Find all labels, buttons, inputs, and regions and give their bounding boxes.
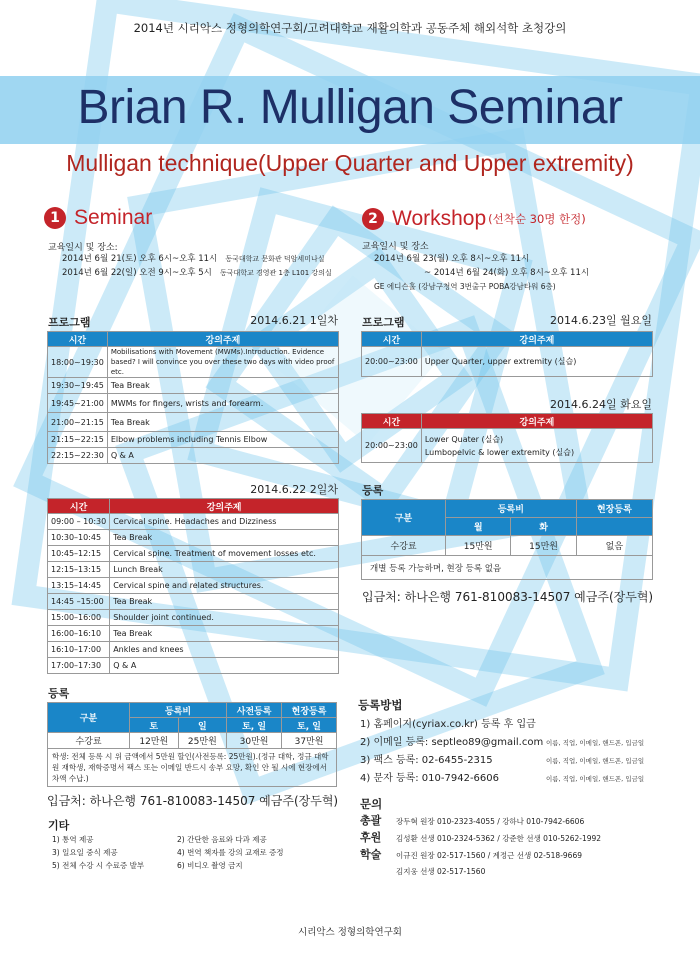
workshop-day2-table xyxy=(361,413,653,463)
methods-list xyxy=(360,716,644,788)
list-item xyxy=(360,813,601,830)
seminar-day1-table xyxy=(47,331,339,464)
registration-note: 개별 등록 가능하며, 현장 등록 없음 xyxy=(362,556,653,580)
time-cell: 10:30–10:45 xyxy=(48,530,110,546)
time-cell: 20:00~23:00 xyxy=(362,429,422,463)
info-venue: 동국대학교 문화관 덕암세미나실 xyxy=(225,255,325,263)
sub-sat: 토 xyxy=(130,718,179,733)
workshop-bank-info: 입금처: 하나은행 761-810083-14507 예금주(장두혁) xyxy=(362,590,654,604)
seminar-heading xyxy=(44,206,152,230)
table-row xyxy=(48,546,339,562)
col-topic: 강의주제 xyxy=(107,332,338,347)
time-cell: 19:30~19:45 xyxy=(48,378,108,394)
time-cell: 16:00–16:10 xyxy=(48,626,110,642)
fee-site: 없음 xyxy=(576,536,652,556)
table-row xyxy=(362,536,653,556)
contacts-list xyxy=(360,813,601,880)
time-cell: 17:00–17:30 xyxy=(48,658,110,674)
workshop-day1-date: 2014.6.23일 월요일 xyxy=(550,314,652,327)
list-item xyxy=(360,864,601,880)
footer-organization: 시리악스 정형의학연구회 xyxy=(298,927,402,938)
table-row xyxy=(48,594,339,610)
top-caption: 2014년 시리악스 정형의학연구회/고려대학교 재활의학과 공동주체 해외석학 초청강의 xyxy=(133,21,567,35)
list-item: 3) 일요일 중식 제공 xyxy=(52,848,118,857)
etc-list xyxy=(52,834,327,871)
col-time: 시간 xyxy=(48,332,108,347)
table-row xyxy=(48,733,337,749)
table-row xyxy=(48,658,339,674)
info-date: 2014년 6월 21(토) 오후 6시~오후 11시 xyxy=(62,254,218,264)
method-note: 이름, 직업, 이메일, 핸드폰, 입금일 xyxy=(546,757,645,765)
topic-cell: Ankles and knees xyxy=(110,642,339,658)
seminar-day2-table xyxy=(47,498,339,674)
time-cell: 12:15–13:15 xyxy=(48,562,110,578)
topic-cell: Tea Break xyxy=(110,626,339,642)
col-type: 구분 xyxy=(48,703,130,733)
time-cell: 18:00~19:30 xyxy=(48,347,108,378)
table-row xyxy=(362,347,653,377)
table-row xyxy=(48,642,339,658)
time-cell: 19:45~21:00 xyxy=(48,394,108,413)
table-row xyxy=(48,413,339,432)
col-fee: 등록비 xyxy=(130,703,227,718)
workshop-heading xyxy=(362,207,586,231)
contact-role: 총괄 xyxy=(360,814,382,827)
seminar-registration-table xyxy=(47,702,337,787)
topic-cell: Cervical spine. Treatment of movement losses etc. xyxy=(110,546,339,562)
time-cell: 09:00 – 10:30 xyxy=(48,514,110,530)
topic-line: Lumbopelvic & lower extremity (실습) xyxy=(424,447,575,457)
table-row xyxy=(48,347,339,378)
topic-cell: Tea Break xyxy=(107,378,338,394)
table-row xyxy=(48,578,339,594)
contact-text: 김지웅 선생 02-517-1560 xyxy=(396,867,486,876)
topic-cell: Cervical spine. Headaches and Dizziness xyxy=(110,514,339,530)
time-cell: 20:00~23:00 xyxy=(362,347,422,377)
table-row xyxy=(48,432,339,448)
section-number: 2 xyxy=(362,208,384,230)
seminar-program-label: 프로그램 xyxy=(48,316,91,329)
method-text: 4) 문자 등록: 010-7942-6606 xyxy=(360,773,500,784)
list-item: 4) 번역 책자를 강의 교재로 증정 xyxy=(177,848,284,857)
col-site: 현장등록 xyxy=(576,500,652,518)
workshop-title: Workshop xyxy=(392,207,487,230)
time-cell: 21:00~21:15 xyxy=(48,413,108,432)
topic-cell: Q & A xyxy=(110,658,339,674)
col-type: 구분 xyxy=(362,500,446,536)
topic-cell: Lunch Break xyxy=(110,562,339,578)
col-site: 현장등록 xyxy=(282,703,337,718)
list-item: 2) 간단한 음료와 다과 제공 xyxy=(177,835,267,844)
time-cell: 13:15–14:45 xyxy=(48,578,110,594)
workshop-registration-label: 등록 xyxy=(362,484,384,497)
workshop-info-line: GE 에디슨홀 (강남구청역 3번출구 POBA강남타워 6층) xyxy=(374,282,556,291)
workshop-info-line: ~ 2014년 6월 24(화) 오후 8시~오후 11시 xyxy=(424,268,590,278)
sub-site: 토, 일 xyxy=(282,718,337,733)
topic-cell: Tea Break xyxy=(110,594,339,610)
list-item xyxy=(360,716,644,734)
list-item: 6) 비디오 촬영 금지 xyxy=(177,861,243,870)
workshop-program-label: 프로그램 xyxy=(362,316,405,329)
page-subtitle: Mulligan technique(Upper Quarter and Upper extremity) xyxy=(66,150,634,176)
contact-role: 학술 xyxy=(360,848,382,861)
table-row xyxy=(48,626,339,642)
methods-label: 등록방법 xyxy=(358,698,403,712)
list-item xyxy=(360,752,644,770)
sub-pre: 토, 일 xyxy=(227,718,282,733)
registration-note: 학생: 전체 등록 시 위 금액에서 5만원 할인(사전등록: 25만원).(정규 대학, 정규 대학원 재학생, 재학증명서 팩스 또는 이메일 반드시 송부 요망, 확인 안 될 시에 현장에서 차액 수납.) xyxy=(48,749,337,787)
table-row xyxy=(362,429,653,463)
workshop-info-line: 2014년 6월 23(월) 오후 8시~오후 11시 xyxy=(374,254,530,264)
info-venue: 동국대학교 경영관 1층 L101 강의실 xyxy=(219,269,332,277)
fee-tue: 15만원 xyxy=(511,536,576,556)
workshop-registration-table xyxy=(361,499,653,580)
seminar-info-line xyxy=(62,252,332,266)
workshop-day2-date: 2014.6.24일 화요일 xyxy=(550,398,652,411)
topic-cell: Mobilisations with Movement (MWMs).Introduction. Evidence based? I will convince you over these two days with video proof etc. xyxy=(107,347,338,378)
sub-sun: 일 xyxy=(178,718,227,733)
topic-cell: Tea Break xyxy=(110,530,339,546)
method-note: 이름, 직업, 이메일, 핸드폰, 입금일 xyxy=(546,739,645,747)
topic-line: Lower Quater (실습) xyxy=(424,434,504,444)
fee-mon: 15만원 xyxy=(446,536,511,556)
table-row xyxy=(48,562,339,578)
col-time: 시간 xyxy=(362,414,422,429)
topic-cell: Q & A xyxy=(107,448,338,464)
fee-sat: 12만원 xyxy=(130,733,179,749)
list-item: 1) 통역 제공 xyxy=(52,835,94,844)
list-item xyxy=(360,734,644,752)
time-cell: 14:45 –15:00 xyxy=(48,594,110,610)
list-item xyxy=(360,847,601,864)
seminar-bank-info: 입금처: 하나은행 761-810083-14507 예금주(장두혁) xyxy=(47,794,339,808)
fee-pre: 30만원 xyxy=(227,733,282,749)
workshop-note: (선착순 30명 한정) xyxy=(488,212,586,226)
col-topic: 강의주제 xyxy=(421,414,652,429)
sub-mon: 월 xyxy=(446,518,511,536)
section-number: 1 xyxy=(44,207,66,229)
workshop-info xyxy=(374,252,589,294)
row-type: 수강료 xyxy=(362,536,446,556)
table-row xyxy=(48,610,339,626)
seminar-day1-date: 2014.6.21 1일차 xyxy=(250,314,338,327)
table-row xyxy=(48,394,339,413)
workshop-info-label: 교육일시 및 장소 xyxy=(362,242,429,252)
col-topic: 강의주제 xyxy=(110,499,339,514)
seminar-registration-label: 등록 xyxy=(48,687,70,700)
info-date: 2014년 6월 22(일) 오전 9시~오후 5시 xyxy=(62,268,212,278)
seminar-info xyxy=(62,252,332,280)
table-row xyxy=(48,514,339,530)
topic-cell: Shoulder joint continued. xyxy=(110,610,339,626)
time-cell: 15:00–16:00 xyxy=(48,610,110,626)
fee-sun: 25만원 xyxy=(178,733,227,749)
workshop-day1-table xyxy=(361,331,653,377)
contact-text: 장두혁 원장 010-2323-4055 / 강하나 010-7942-6606 xyxy=(396,817,585,826)
fee-site: 37만원 xyxy=(282,733,337,749)
contact-text: 이규진 원장 02-517-1560 / 계정근 선생 02-518-9669 xyxy=(396,851,582,860)
contacts-label: 문의 xyxy=(360,797,383,811)
col-pre: 사전등록 xyxy=(227,703,282,718)
seminar-title: Seminar xyxy=(74,206,153,229)
topic-cell: Elbow problems including Tennis Elbow xyxy=(107,432,338,448)
row-type: 수강료 xyxy=(48,733,130,749)
time-cell: 16:10–17:00 xyxy=(48,642,110,658)
list-item xyxy=(360,830,601,847)
method-text: 2) 이메일 등록: septleo89@gmail.com xyxy=(360,737,544,748)
contact-text: 김성환 선생 010-2324-5362 / 강준한 선생 010-5262-1992 xyxy=(396,834,602,843)
method-text: 1) 홈페이지(cyriax.co.kr) 등록 후 입금 xyxy=(360,719,536,730)
list-item: 5) 전체 수강 시 수료증 발부 xyxy=(52,861,145,870)
table-row xyxy=(48,448,339,464)
etc-label: 기타 xyxy=(48,819,70,832)
col-fee: 등록비 xyxy=(446,500,577,518)
sub-site-blank xyxy=(576,518,652,536)
topic-cell: MWMs for fingers, wrists and forearm. xyxy=(107,394,338,413)
sub-tue: 화 xyxy=(511,518,576,536)
time-cell: 22:15~22:30 xyxy=(48,448,108,464)
method-text: 3) 팩스 등록: 02-6455-2315 xyxy=(360,755,493,766)
topic-cell xyxy=(421,429,652,463)
contact-role: 후원 xyxy=(360,831,382,844)
topic-cell: Tea Break xyxy=(107,413,338,432)
time-cell: 10:45–12:15 xyxy=(48,546,110,562)
page-title: Brian R. Mulligan Seminar xyxy=(77,81,623,134)
topic-cell: Cervical spine and related structures. xyxy=(110,578,339,594)
topic-cell: Upper Quarter, upper extremity (실습) xyxy=(421,347,652,377)
col-time: 시간 xyxy=(48,499,110,514)
seminar-info-label: 교육일시 및 장소: xyxy=(48,243,118,253)
col-time: 시간 xyxy=(362,332,422,347)
list-item xyxy=(360,770,644,788)
table-row xyxy=(48,530,339,546)
seminar-day2-date: 2014.6.22 2일차 xyxy=(250,483,338,496)
seminar-info-line xyxy=(62,266,332,280)
method-note: 이름, 직업, 이메일, 핸드폰, 입금일 xyxy=(546,775,645,783)
table-row xyxy=(48,378,339,394)
col-topic: 강의주제 xyxy=(421,332,652,347)
time-cell: 21:15~22:15 xyxy=(48,432,108,448)
